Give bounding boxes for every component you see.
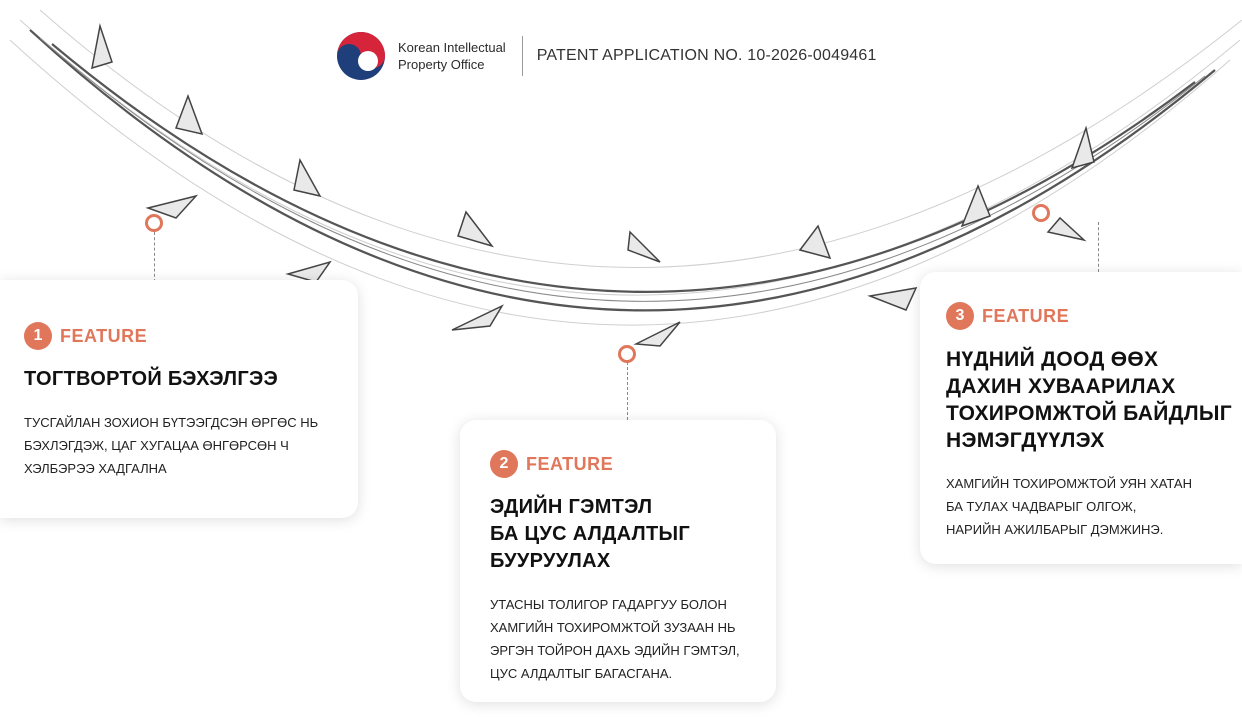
org-line1: Korean Intellectual — [398, 40, 506, 55]
header — [336, 32, 877, 80]
kipo-logo-icon — [336, 31, 386, 81]
feature-header — [946, 302, 1242, 330]
feature-card-1 — [0, 280, 358, 518]
desc-line: ЦУС АЛДАЛТЫГ БАГАСГАНА. — [490, 666, 673, 681]
desc-line: ХАМГИЙН ТОХИРОМЖТОЙ УЯН ХАТАН — [946, 476, 1192, 491]
title-line: ТОХИРОМЖТОЙ БАЙДЛЫГ — [946, 402, 1232, 425]
title-line: ЭДИЙН ГЭМТЭЛ — [490, 496, 653, 518]
marker-dot-3 — [1032, 204, 1050, 222]
feature-description — [946, 472, 1242, 541]
desc-line: НАРИЙН АЖИЛБАРЫГ ДЭМЖИНЭ. — [946, 522, 1164, 537]
desc-line: БА ТУЛАХ ЧАДВАРЫГ ОЛГОЖ, — [946, 499, 1137, 514]
feature-label: FEATURE — [982, 305, 1070, 326]
connector-line-3 — [1098, 222, 1099, 272]
feature-label: FEATURE — [60, 325, 148, 346]
feature-card-3 — [920, 272, 1242, 564]
desc-line: ХАМГИЙН ТОХИРОМЖТОЙ ЗУЗААН НЬ — [490, 620, 736, 635]
connector-line-1 — [154, 232, 155, 282]
feature-title — [490, 494, 746, 575]
feature-number-badge: 3 — [946, 302, 974, 330]
patent-number: PATENT APPLICATION NO. 10-2026-0049461 — [536, 47, 877, 64]
feature-header — [24, 322, 334, 350]
title-line: БА ЦУС АЛДАЛТЫГ — [490, 523, 690, 545]
feature-title — [946, 346, 1242, 454]
connector-line-2 — [627, 362, 628, 420]
title-line: НҮДНИЙ ДООД ӨӨХ — [946, 348, 1159, 371]
marker-dot-1 — [145, 214, 163, 232]
feature-description — [490, 593, 746, 685]
desc-line: БЭХЛЭГДЭЖ, ЦАГ ХУГАЦАА ӨНГӨРСӨН Ч — [24, 438, 289, 453]
marker-dot-2 — [618, 345, 636, 363]
feature-title: ТОГТВОРТОЙ БЭХЭЛГЭЭ — [24, 368, 279, 390]
header-divider — [522, 36, 523, 76]
title-line: ДАХИН ХУВААРИЛАХ — [946, 375, 1176, 398]
desc-line: ХЭЛБЭРЭЭ ХАДГАЛНА — [24, 461, 167, 476]
feature-description — [24, 411, 334, 480]
feature-label: FEATURE — [526, 453, 614, 474]
feature-number-badge: 2 — [490, 450, 518, 478]
desc-line: УТАСНЫ ТОЛИГОР ГАДАРГУУ БОЛОН — [490, 597, 727, 612]
desc-line: ТУСГАЙЛАН ЗОХИОН БҮТЭЭГДСЭН ӨРГӨС НЬ — [24, 415, 319, 430]
title-line: НЭМЭГДҮҮЛЭХ — [946, 429, 1105, 452]
feature-card-2 — [460, 420, 776, 702]
feature-header — [490, 450, 746, 478]
feature-number-badge: 1 — [24, 322, 52, 350]
desc-line: ЭРГЭН ТОЙРОН ДАХЬ ЭДИЙН ГЭМТЭЛ, — [490, 643, 740, 658]
title-line: БУУРУУЛАХ — [490, 550, 611, 572]
org-name — [398, 39, 506, 73]
org-line2: Property Office — [398, 57, 485, 72]
